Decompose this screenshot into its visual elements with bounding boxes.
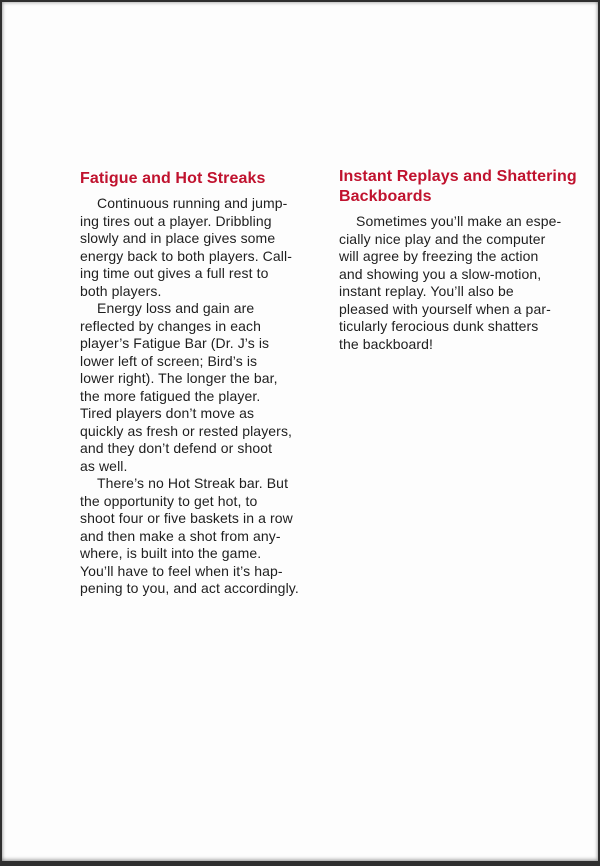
text-line: the backboard! xyxy=(339,335,434,352)
text-line: ing time out gives a full rest to xyxy=(80,265,269,281)
text-line: lower left of screen; Bird’s is xyxy=(80,352,258,369)
text-line: Sometimes you’ll make an espe- xyxy=(356,213,562,229)
text-line: pening to you, and act accordingly. xyxy=(80,580,299,596)
text-line: cially nice play and the computer xyxy=(339,230,546,247)
text-line: shoot four or five baskets in a row xyxy=(80,510,293,526)
text-line: energy back to both players. Call- xyxy=(80,247,292,264)
paragraph xyxy=(80,300,314,475)
text-line: where, is built into the game. xyxy=(80,545,262,561)
text-line: reflected by changes in each xyxy=(80,317,262,334)
text-line: quickly as fresh or rested players, xyxy=(80,422,293,439)
text-line: and showing you a slow-motion, xyxy=(339,265,542,282)
text-line: the opportunity to get hot, to xyxy=(80,492,258,509)
text-line: and they don’t defend or shoot xyxy=(80,440,273,456)
text-line: instant replay. You’ll also be xyxy=(339,283,514,299)
text-line: Energy loss and gain are xyxy=(97,300,255,316)
paragraph xyxy=(339,213,580,353)
text-line: lower right). The longer the bar, xyxy=(80,370,278,386)
text-line: Tired players don’t move as xyxy=(80,405,255,421)
text-line: There’s no Hot Streak bar. But xyxy=(97,475,289,491)
section-body xyxy=(339,213,580,353)
text-line: ticularly ferocious dunk shatters xyxy=(339,318,539,334)
text-line: will agree by freezing the action xyxy=(339,248,539,264)
text-line: player’s Fatigue Bar (Dr. J’s is xyxy=(80,335,270,351)
paragraph xyxy=(80,195,314,300)
text-line: both players. xyxy=(80,282,162,299)
column-left xyxy=(80,169,314,598)
text-line: pleased with yourself when a par- xyxy=(339,300,551,317)
text-line: and then make a shot from any- xyxy=(80,527,281,544)
text-line: slowly and in place gives some xyxy=(80,230,276,246)
section-body xyxy=(80,195,314,598)
paragraph xyxy=(80,475,314,598)
text-line: You’ll have to feel when it’s hap- xyxy=(80,562,283,579)
section-heading-fatigue-and-hot-streaks: Fatigue and Hot Streaks xyxy=(80,170,266,187)
text-line: Continuous running and jump- xyxy=(97,195,288,211)
text-line: as well. xyxy=(80,457,128,474)
text-line: the more fatigued the player. xyxy=(80,387,261,404)
text-line: ing tires out a player. Dribbling xyxy=(80,212,272,229)
column-right xyxy=(339,167,580,353)
section-heading-instant-replays: Instant Replays and Shattering Backboards xyxy=(339,168,577,205)
